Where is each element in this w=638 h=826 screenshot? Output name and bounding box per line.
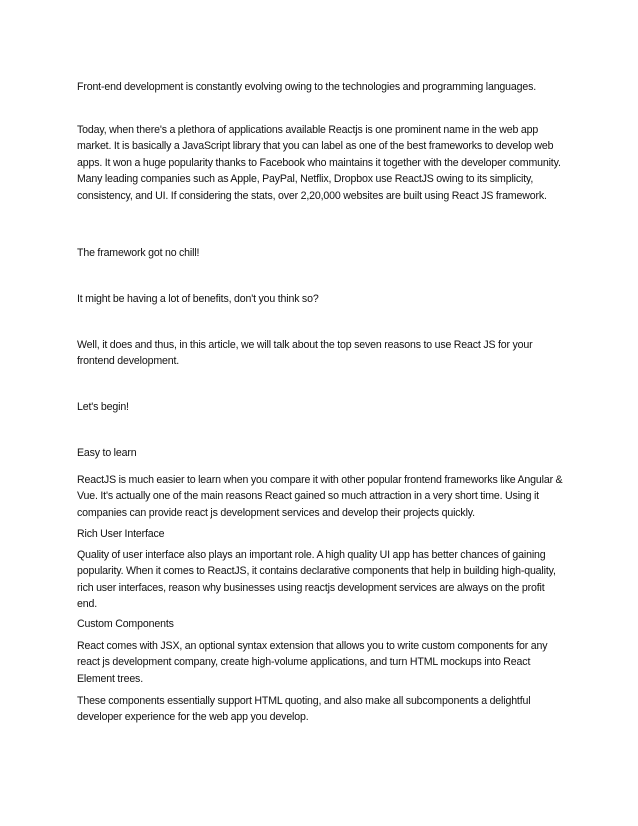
custom-components-paragraph: React comes with JSX, an optional syntax extension that allows you to write custom components for any react js development company, create high-volume applications, and turn HTML mockups into React Element trees. [77,640,548,685]
easy-to-learn-paragraph: ReactJS is much easier to learn when you compare it with other popular frontend frameworks like Angular & Vue. It's actually one of the main reasons React gained so much attraction in a very short time. Using it companies can provide react js development services and develop their projects quickly. [77,474,563,519]
benefits-question-paragraph: It might be having a lot of benefits, don't you think so? [77,293,319,305]
framework-paragraph: The framework got no chill! [77,247,200,259]
easy-to-learn-heading: Easy to learn [77,447,137,459]
intro-paragraph: Front-end development is constantly evolving owing to the technologies and programming languages. [77,81,537,93]
rich-ui-paragraph: Quality of user interface also plays an important role. A high quality UI app has better chances of gaining popularity. When it comes to ReactJS, it contains declarative components that help in building high-quality, rich user interfaces, reason why businesses using reactjs development services are always on the profit end. [77,549,556,611]
article-intro-paragraph: Well, it does and thus, in this article, we will talk about the top seven reasons to use React JS for your frontend development. [77,339,533,368]
overview-paragraph: Today, when there's a plethora of applications available Reactjs is one prominent name in the web app market. It is basically a JavaScript library that you can label as one of the best frameworks to develop web apps. It won a huge popularity thanks to Facebook who maintains it together with the developer community. Many leading companies such as Apple, PayPal, Netflix, Dropbox use ReactJS owing to its simplicity, consistency, and UI. If considering the stats, over 2,20,000 websites are built using React JS framework. [77,124,561,202]
custom-components-heading: Custom Components [77,618,174,630]
components-support-paragraph: These components essentially support HTML quoting, and also make all subcomponents a delightful developer experience for the web app you develop. [77,695,531,724]
lets-begin-paragraph: Let's begin! [77,401,129,413]
rich-ui-heading: Rich User Interface [77,528,165,540]
